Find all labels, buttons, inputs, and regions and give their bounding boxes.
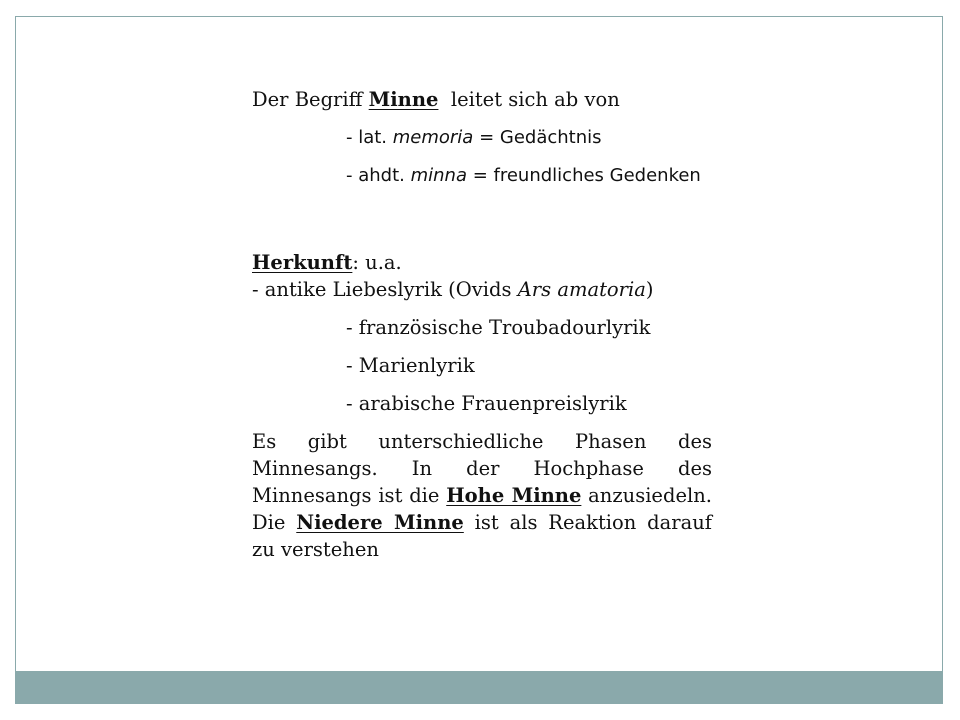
etymology-ahdt (252, 162, 712, 189)
etymology-latin-meaning: = Gedächtnis (473, 127, 602, 148)
origin-heading: Herkunft (252, 251, 353, 274)
etymology-ahdt-meaning: = freundliches Gedenken (466, 165, 701, 186)
origin-item-antike-title: Ars amatoria (517, 278, 646, 301)
origin-item: - französische Troubadourlyrik (346, 316, 651, 339)
phases-text-1: Es gibt unterschiedliche Phasen des Minnesangs. In der Hochphase des Minnesangs ist die (252, 430, 712, 507)
etymology-latin (252, 124, 712, 151)
origin-item: - arabische Frauenpreislyrik (346, 392, 627, 415)
phases-text-2: anzusiedeln. Die (252, 484, 712, 534)
etymology-ahdt-term: minna (410, 165, 467, 186)
origin-heading-line (252, 249, 712, 276)
phases-text-3: ist als Reaktion darauf zu verstehen (252, 511, 712, 561)
etymology-ahdt-dash: - ahdt. (346, 165, 411, 186)
origin-item-antike (252, 276, 712, 303)
etymology-latin-dash: - lat. (346, 127, 393, 148)
phases-paragraph (252, 428, 712, 563)
keyword-niedere-minne: Niedere Minne (296, 511, 464, 534)
keyword-hohe-minne: Hohe Minne (446, 484, 582, 507)
etymology-latin-term: memoria (392, 127, 474, 148)
intro-line (252, 86, 712, 113)
slide-footer-bar (15, 671, 943, 704)
origin-item-antike-prefix: - antike Liebeslyrik (Ovids (252, 278, 518, 301)
intro-suffix: leitet sich ab von (438, 88, 620, 111)
keyword-minne: Minne (368, 88, 439, 111)
origin-item: - Marienlyrik (346, 354, 475, 377)
intro-prefix: Der Begriff (252, 88, 369, 111)
origin-heading-suffix: : u.a. (352, 251, 402, 274)
origin-item-antike-suffix: ) (645, 278, 654, 301)
slide-content (252, 86, 712, 563)
